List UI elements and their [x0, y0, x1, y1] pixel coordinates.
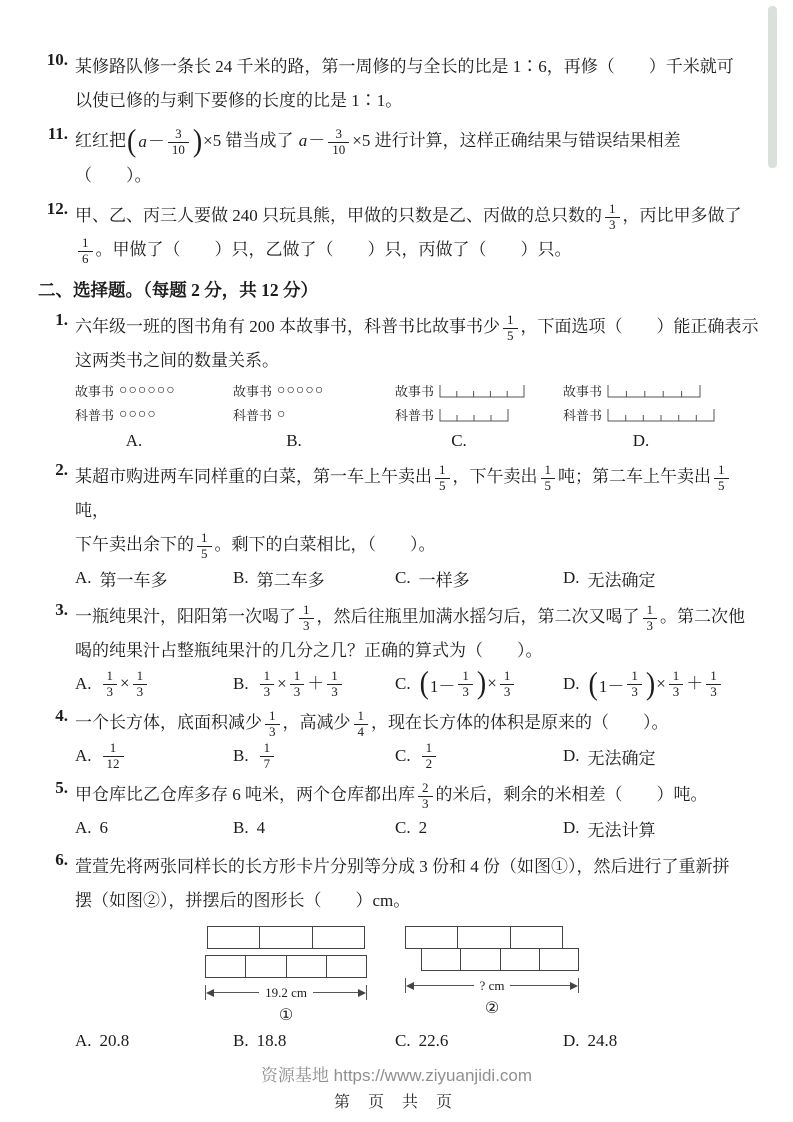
option-A	[75, 1031, 233, 1051]
question-body	[75, 778, 759, 844]
card-cell	[245, 956, 285, 977]
options-row	[75, 668, 759, 700]
option-C	[395, 741, 563, 772]
question-line: 六年级一班的图书角有 200 本故事书，科普书比故事书少 $\frac{1}{5}$ ，下面选项（ ）能正确表示	[75, 311, 759, 343]
question-number: 1.	[55, 310, 68, 330]
option-letter: B.	[233, 568, 249, 588]
dimension-line	[214, 992, 259, 993]
question-line: 甲仓库比乙仓库多存 6 吨米，两个仓库都出库 $\frac{2}{3}$ 的米后，剩余的米相差（ ）吨。	[75, 779, 708, 811]
option-content: 4	[256, 818, 266, 838]
question-body	[75, 460, 759, 594]
option-A	[75, 818, 233, 838]
option-C	[395, 818, 563, 838]
diagram-row-label: 故事书	[563, 384, 603, 400]
card-cell	[326, 956, 366, 977]
option-letter: A.	[75, 674, 92, 694]
option-C	[395, 666, 563, 702]
options-row	[75, 562, 759, 594]
circles-diagram: ○○○○○	[277, 382, 325, 398]
option-content: 无法确定	[587, 748, 656, 768]
fraction: $\frac{1}{3}$	[458, 669, 473, 700]
choice-question-6	[38, 850, 759, 1057]
fraction: $\frac{1}{3}$	[299, 603, 314, 634]
option-letter: C.	[395, 1031, 411, 1051]
fill-question-11	[38, 124, 759, 193]
choice-question-2	[38, 460, 759, 594]
option-letter-C: C.	[451, 431, 467, 451]
choice-questions-section	[38, 310, 759, 1057]
section-2-header: 二、选择题。（每题 2 分，共 12 分）	[38, 280, 318, 301]
option-letter: C.	[395, 674, 411, 694]
option-letter-B: B.	[286, 431, 302, 451]
dimension-arrow	[405, 978, 579, 993]
choice-question-5	[38, 778, 759, 844]
option-B	[233, 669, 395, 701]
card-figure-②	[405, 926, 579, 1025]
question-number: 10.	[46, 50, 68, 69]
diagram-row	[233, 404, 395, 425]
option-content	[100, 741, 127, 772]
option-A	[75, 741, 233, 772]
diagram-option-B	[233, 380, 395, 425]
question-body	[75, 706, 759, 772]
math-variable: a	[138, 132, 147, 152]
option-letter: D.	[563, 746, 580, 766]
fraction: $\frac{1}{5}$	[541, 463, 556, 494]
question-line: 萱萱先将两张同样长的长方形卡片分别等分成 3 份和 4 份（如图①），然后进行了重新拼	[75, 857, 730, 877]
card-strip	[207, 926, 365, 949]
option-letter: B.	[233, 674, 249, 694]
option-letter: B.	[233, 1031, 249, 1051]
option-content: 第二车多	[256, 570, 325, 590]
fill-in-questions-section	[38, 50, 759, 267]
card-strip	[405, 926, 563, 949]
parenthesized-expression: ( 1－ $\frac{1}{3}$ )	[588, 666, 656, 702]
option-C	[395, 566, 563, 591]
card-cell	[406, 927, 457, 948]
option-B	[233, 566, 395, 591]
question-number: 3.	[55, 600, 68, 620]
option-letter: A.	[75, 746, 92, 766]
card-cell	[206, 956, 245, 977]
option-letter: D.	[563, 818, 580, 838]
circles-diagram: ○	[277, 406, 287, 422]
watermark-url: 资源基地 https://www.ziyuanjidi.com	[260, 1066, 533, 1085]
card-figure-①	[205, 926, 367, 1025]
option-content: ( 1－ $\frac{1}{3}$ ) × $\frac{1}{3}$ ＋ $\frac{1}{3}$	[588, 669, 724, 701]
fill-question-10	[38, 50, 759, 118]
option-content: 第一车多	[99, 570, 168, 590]
question-number: 4.	[55, 706, 68, 726]
fraction: $\frac{1}{3}$	[706, 669, 721, 700]
card-cell	[422, 949, 460, 970]
option-content: 22.6	[418, 1031, 449, 1051]
question-body	[75, 199, 759, 267]
dimension-arrow	[205, 985, 367, 1000]
choice-question-3	[38, 600, 759, 700]
question-number: 6.	[55, 850, 68, 870]
card-cell	[259, 927, 311, 948]
card-cell	[457, 927, 509, 948]
question-number: 2.	[55, 460, 68, 480]
figure-label: ②	[484, 1000, 500, 1018]
option-D	[563, 566, 759, 591]
question-line: 一个长方体，底面积减少 $\frac{1}{3}$ ，高减少 $\frac{1}{4}$ ，现在长方体的体积是原来的（ ）。	[75, 707, 669, 739]
fraction: $\frac{1}{2}$	[422, 741, 437, 772]
option-D	[563, 666, 759, 702]
card-cell	[208, 927, 259, 948]
option-content: $\frac{1}{3}$ × $\frac{1}{3}$	[100, 669, 151, 700]
dimension-line	[510, 985, 570, 986]
segment-bar-diagram	[607, 406, 715, 423]
diagram-option-A	[75, 380, 233, 425]
fraction: $\frac{1}{3}$	[327, 669, 342, 700]
option-letter: C.	[395, 818, 411, 838]
arrowhead-icon	[406, 982, 414, 990]
option-A	[75, 669, 233, 700]
option-D	[563, 1031, 759, 1051]
diagram-row-label: 科普书	[563, 408, 603, 424]
option-letter-D: D.	[632, 431, 650, 451]
arrowhead-icon	[358, 989, 366, 997]
segment-bar-diagram	[607, 382, 701, 399]
segment-bar-diagram	[439, 406, 509, 423]
card-strip	[421, 948, 579, 971]
option-content: $\frac{1}{3}$ × $\frac{1}{3}$ ＋ $\frac{1}{3}$	[257, 669, 345, 701]
fraction: $\frac{1}{3}$	[265, 709, 280, 740]
segment-bar-diagram	[439, 382, 525, 399]
fraction: $\frac{1}{5}$	[197, 531, 212, 562]
question-number: 5.	[55, 778, 68, 798]
fraction: $\frac{1}{3}$	[290, 669, 305, 700]
diagram-options-row	[75, 380, 759, 425]
diagram-row	[75, 404, 233, 425]
option-letter: B.	[233, 746, 249, 766]
options-row	[75, 812, 759, 844]
option-B	[233, 741, 395, 772]
question-body	[75, 124, 759, 193]
option-letter-A: A.	[125, 431, 143, 451]
page-footer	[0, 1061, 793, 1112]
fraction: $\frac{1}{3}$	[627, 669, 642, 700]
fraction: $\frac{3}{10}$	[168, 127, 189, 158]
fraction: $\frac{1}{3}$	[260, 669, 275, 700]
card-cell	[539, 949, 578, 970]
card-strip	[205, 955, 367, 978]
dimension-line	[414, 985, 474, 986]
question-line: 某修路队修一条长 24 千米的路，第一周修的与全长的比是 1∶6，再修（ ）千米就可	[75, 57, 734, 76]
option-C	[395, 1031, 563, 1051]
option-D	[563, 744, 759, 769]
option-letter: C.	[395, 568, 411, 588]
fraction: $\frac{1}{4}$	[354, 709, 369, 740]
question-line: 红红把 ( a － $\frac{3}{10}$ ) ×5 错当成了 a－ $\frac{3}{10}$ ×5 进行计算，这样正确结果与错误结果相差	[75, 124, 681, 159]
question-number: 11.	[47, 124, 68, 143]
question-line: 以使已修的与剩下要修的长度的比是 1∶1。	[75, 91, 403, 110]
option-A	[75, 566, 233, 591]
option-content	[419, 741, 440, 772]
question-line: $\frac{1}{6}$ 。甲做了（ ）只，乙做了（ ）只，丙做了（ ）只。	[75, 233, 759, 267]
option-letter: A.	[75, 568, 92, 588]
fraction: $\frac{1}{3}$	[605, 202, 620, 233]
question-line: 摆（如图②），拼摆后的图形长（ ）cm。	[75, 891, 411, 911]
parenthesized-expression: ( a － $\frac{3}{10}$ )	[127, 124, 203, 159]
option-content: 一样多	[418, 570, 470, 590]
parenthesized-expression: ( 1－ $\frac{1}{3}$ )	[419, 666, 487, 702]
diagram-row-label: 科普书	[233, 408, 273, 424]
option-letter: D.	[563, 674, 580, 694]
card-figures-row	[75, 926, 759, 1025]
question-body	[75, 50, 759, 118]
circles-diagram: ○○○○	[119, 406, 157, 422]
question-body	[75, 600, 759, 700]
fraction: $\frac{1}{3}$	[500, 669, 515, 700]
diagram-row-label: 故事书	[233, 384, 273, 400]
option-content: 无法计算	[587, 820, 656, 840]
fraction: $\frac{2}{3}$	[418, 781, 433, 812]
page-number-label: 第 页 共 页	[333, 1094, 459, 1111]
option-letter: A.	[75, 818, 92, 838]
dimension-label: 19.2 cm	[265, 984, 307, 1000]
card-cell	[286, 956, 326, 977]
option-letter: D.	[563, 1031, 580, 1051]
option-content: 20.8	[99, 1031, 130, 1051]
option-B	[233, 818, 395, 838]
option-content: 18.8	[256, 1031, 287, 1051]
option-letter: D.	[563, 568, 580, 588]
fraction: $\frac{1}{12}$	[103, 741, 124, 772]
scrollbar-thumb[interactable]	[768, 6, 777, 168]
question-number: 12.	[46, 199, 68, 219]
diagram-row	[563, 380, 759, 401]
question-body	[75, 310, 759, 454]
dimension-label: ? cm	[479, 977, 505, 993]
fraction: $\frac{1}{5}$	[435, 463, 450, 494]
options-row	[75, 1025, 759, 1057]
fraction: $\frac{1}{6}$	[78, 236, 93, 267]
fraction: $\frac{1}{3}$	[103, 669, 118, 700]
option-content: 2	[418, 818, 428, 838]
diagram-option-C	[395, 380, 563, 425]
dimension-line	[313, 992, 358, 993]
option-content	[257, 741, 278, 772]
card-cell	[500, 949, 539, 970]
math-variable: a	[298, 131, 308, 150]
option-letter: B.	[233, 818, 249, 838]
card-cell	[460, 949, 499, 970]
question-line: 一瓶纯果汁，阳阳第一次喝了 $\frac{1}{3}$ ，然后往瓶里加满水摇匀后，第二次又喝了 $\frac{1}{3}$ 。第二次他	[75, 601, 745, 633]
option-content: 6	[99, 818, 109, 838]
fraction: $\frac{1}{5}$	[503, 313, 518, 344]
arrowhead-icon	[206, 989, 214, 997]
circles-diagram: ○○○○○○	[119, 382, 176, 398]
arrowhead-icon	[570, 982, 578, 990]
fraction: $\frac{1}{3}$	[133, 669, 148, 700]
option-content: ( 1－ $\frac{1}{3}$ ) × $\frac{1}{3}$	[419, 669, 518, 700]
question-line: 下午卖出余下的 $\frac{1}{5}$ 。剩下的白菜相比，（ ）。	[75, 529, 436, 561]
question-body	[75, 850, 759, 1057]
fraction: $\frac{1}{5}$	[714, 463, 729, 494]
option-content: 无法确定	[587, 570, 656, 590]
question-line: 喝的纯果汁占整瓶纯果汁的几分之几？正确的算式为（ ）。	[75, 641, 543, 661]
option-letter: A.	[75, 1031, 92, 1051]
options-row	[75, 740, 759, 772]
option-D	[563, 816, 759, 841]
option-letter: C.	[395, 746, 411, 766]
choice-question-4	[38, 706, 759, 772]
fraction: $\frac{1}{3}$	[643, 603, 658, 634]
figure-label: ①	[278, 1007, 294, 1025]
card-cell	[312, 927, 364, 948]
diagram-row	[233, 380, 395, 401]
question-line: 甲、乙、丙三人要做 240 只玩具熊，甲做的只数是乙、丙做的总只数的 $\frac{1}{3}$ ，丙比甲多做了	[75, 200, 742, 232]
fraction: $\frac{3}{10}$	[328, 127, 349, 158]
diagram-row-label: 科普书	[75, 408, 115, 424]
diagram-row	[75, 380, 233, 401]
option-content: 24.8	[587, 1031, 618, 1051]
diagram-row-label: 故事书	[395, 384, 435, 400]
fraction: $\frac{1}{3}$	[669, 669, 684, 700]
fill-question-12	[38, 199, 759, 267]
diagram-row-label: 故事书	[75, 384, 115, 400]
question-line: （ ）。	[75, 166, 152, 186]
diagram-letters-row	[75, 427, 759, 454]
question-line: 这两类书之间的数量关系。	[75, 351, 279, 371]
option-B	[233, 1031, 395, 1051]
diagram-row-label: 科普书	[395, 408, 435, 424]
fraction: $\frac{1}{7}$	[260, 741, 275, 772]
diagram-option-D	[563, 380, 759, 425]
card-cell	[510, 927, 562, 948]
question-line: 某超市购进两车同样重的白菜，第一车上午卖出 $\frac{1}{5}$ ，下午卖出 $\frac{1}{5}$ 吨；第二车上午卖出 $\frac{1}{5}$ 吨，	[75, 460, 759, 528]
choice-question-1	[38, 310, 759, 454]
diagram-row	[563, 404, 759, 425]
diagram-row	[395, 404, 563, 425]
diagram-row	[395, 380, 563, 401]
